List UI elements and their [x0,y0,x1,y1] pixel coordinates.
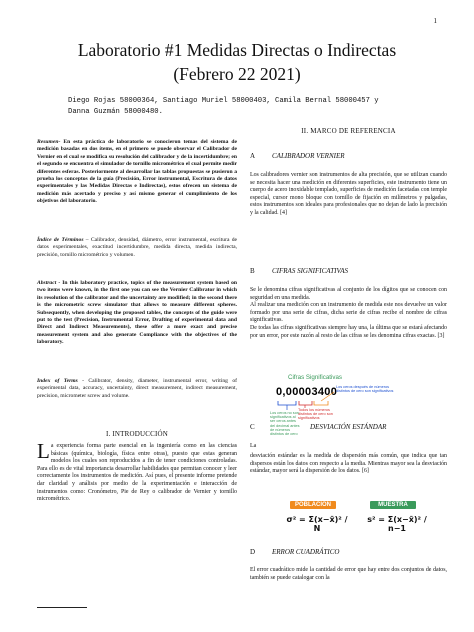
index-terms-label: Index of Terms [37,378,78,384]
subsection-heading-d [250,549,447,556]
author-line-2: Danna Guzmán 58000480. [68,108,163,116]
subsection-title-b: CIFRAS SIGNIFICATIVAS [272,267,349,275]
cifras-paragraph: Se le denomina cifras significativas al conjunto de los dígitos que se conocen con seguridad en una medida. Al realizar una medición con un instrumento de medida este nos devuelve un valor formado por una serie de cifras, dicha serie de cifras recibe el nombre de cifras significativas. De todas las cifras significativas siempre hay una, la última que se estará afectando por un error, por este razón al resto de las cifras se les denomina cifras exactas. [3] [250,287,447,339]
section-heading-marco: II. MARCO DE REFERENCIA [301,127,396,135]
intro-dropcap: L [37,439,50,463]
cifras-figure-number: 0,00003400 [276,386,338,398]
author-line-1: Diego Rojas 58000364, Santiago Muriel 58000403, Camila Bernal 58000457 y [68,97,379,105]
indice-text: – Calibrador, densidad, diámetro, error instrumental, escritura de datos experimentales, exactitud incertidumbre, medida directa, medida indirecta, precisión, tornillo micrométrico y volumen. [37,237,237,258]
muestra-label: MUESTRA [378,502,408,508]
indice-paragraph [37,237,237,259]
cifras-figure [268,372,408,437]
cifras-figure-title: Cifras Significativas [288,374,342,381]
subsection-heading-a [250,153,447,160]
formulas-figure [262,497,442,537]
error-cuadratico-paragraph: El error cuadrático mide la cantidad de error que hay entre dos conjuntos de datos, también se puede catalogar con la [250,567,447,581]
resumen-label: Resumen [37,139,59,145]
subsection-letter-c: C [250,423,255,431]
cifras-label-left: Los ceros no son significativos al ser ceros antes del decimal antes de números distintos de cero [270,411,300,437]
subsection-heading-c [250,424,447,431]
author-list [68,96,438,118]
calibrador-paragraph: Los calibradores vernier son instrumentos de alta precisión, que se utilizan cuando se necesita hacer una medición en diferentes superficies, este instrumento tiene un cuerpo de acero inoxidable templado, superficies de medición facetadas con temple especial, cursor mono bloque con tornillo de fijación en milímetros y pulgadas, estos instrumentos son ideales para profesionales que no dejan de lado la precisión y la calidad. [4] [250,172,447,216]
title-line-1: Laboratorio #1 Medidas Directas o Indirectas [77,40,397,60]
indice-label: Índice de Términos [37,237,84,243]
subsection-letter-d: D [250,548,256,556]
subsection-title-c: DESVIACIÓN ESTÁNDAR [310,423,387,431]
resumen-paragraph [37,139,237,206]
subsection-heading-b [250,268,447,275]
cifras-label-right: Los ceros después de números distintos de cero son significativos [336,385,394,394]
resumen-text: - En esta práctica de laboratorio se conocieron temas del sistema de medición basadas en dos ítems, en el primero se puede observar el Calibrador de Vernier en el cual se modifica su resolución del calibrador y de la incertidumbre; en el segundo se encuentra el simulador de tornillo micrométrico el cual permite medir diferentes esferas. Posteriormente al desarrollar las tablas propuestas se pusieron a prueba los conceptos de la guía (Precisión, Error instrumental, Escritura de datos experimentales y las Medidas Directas e Indirectas), estos ofrecen un sistema de medición más acertado y preciso y así mismo generar el cumplimiento de los objetivos del laboratorio. [37,139,237,205]
abstract-label: Abstract [37,280,57,286]
paper-title [0,38,474,86]
index-terms-text: - Calibrator, density, diameter, instrumental error, writing of experimental data, accuracy, uncertainty, direct measurement, indirect measurement, precision, micrometer screw and volume. [37,378,237,399]
muestra-formula: s² = Σ(x−x̄)² / n−1 [367,515,427,533]
intro-paragraph [37,439,237,504]
subsection-letter-a: A [250,152,256,160]
abstract-paragraph [37,280,237,347]
poblacion-label: POBLACIÓN [295,502,331,508]
footnote-rule [37,607,87,608]
cifras-label-mid: Todos los números distintos de cero son significativos [298,408,333,421]
abstract-text: - In this laboratory practice, topics of the measurement system based on two items were known, in the first one you can see the Vernier Calibrator in which its resolution of the calibrator and the uncertainty are modified; in the second there is the micrometric screw simulator that allows to measure different spheres. Subsequently, when developing the proposed tables, the concepts of the guide were put to the test (Precision, Instrumental Error, Drafting of experimental data and Direct and Indirect Measurements), these offer a more exact and precise measurement system and also generate Compliance with the objectives of the laboratory. [37,280,237,346]
poblacion-formula: σ² = Σ(x−x̄)² / N [286,515,348,533]
desviacion-paragraph: desviación estándar es la medida de dispersión más común, que indica que tan dispersos están los datos con respecto a la media. Mientras mayor sea la desviación estándar, mayor será la dispersión de los datos. [6] [250,453,447,475]
section-heading-introduccion: I. INTRODUCCIÓN [105,430,169,438]
intro-text: a experiencia forma parte esencial en la ingeniería como en las ciencias básicas (química, biología, física entre otras), puesto que estas generan modelos los cuales son reproducidos a fin de tener condiciones controladas. Para ello es de vital importancia desarrollar habilidades que permitan conocer y leer correctamente los instrumentos de medición. Así pues, el presente informe pretende dar claridad y análisis por medio de la experimentación e interacción de instrumentos como: Cronómetro, Pie de Rey o calibrador de Vernier y tornillo micrométrico. [37,443,237,503]
desviacion-lead: La [250,443,257,449]
page-number: 1 [433,17,437,25]
index-terms-paragraph [37,378,237,400]
subsection-title-d: ERROR CUADRÁTICO [272,548,340,556]
title-line-2: (Febrero 22 2021) [173,64,301,84]
subsection-letter-b: B [250,267,255,275]
subsection-title-a: CALIBRADOR VERNIER [272,152,345,160]
